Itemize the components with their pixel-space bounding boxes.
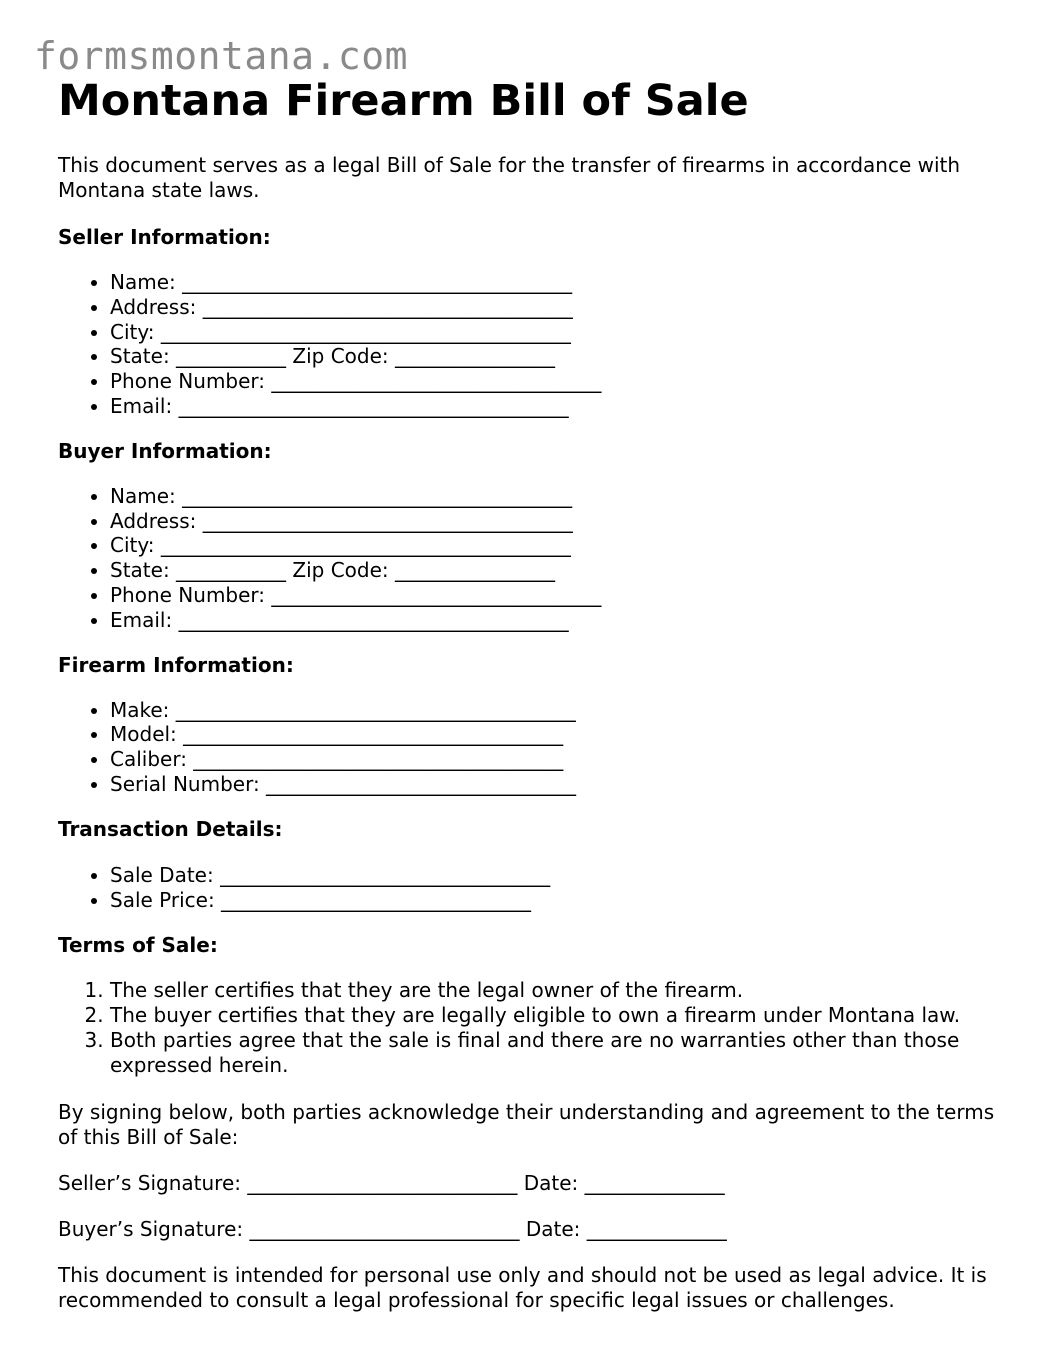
- seller-signature-line[interactable]: Seller’s Signature: ___________________________ Date: ______________: [58, 1170, 725, 1195]
- seller-field-list: [58, 270, 1008, 419]
- buyer-email-field[interactable]: • Email: _______________________________________: [110, 608, 1008, 633]
- transaction-heading: Transaction Details:: [58, 816, 283, 841]
- terms-item: 3. Both parties agree that the sale is final and there are no warranties other than those expressed herein.: [110, 1028, 1008, 1078]
- buyer-city-field[interactable]: • City: _________________________________________: [110, 533, 1008, 558]
- buyer-heading: Buyer Information:: [58, 438, 272, 463]
- terms-item: 2. The buyer certifies that they are legally eligible to own a firearm under Montana law.: [110, 1003, 1008, 1028]
- seller-city-field[interactable]: • City: _________________________________________: [110, 320, 1008, 345]
- firearm-model-field[interactable]: • Model: ______________________________________: [110, 722, 1008, 747]
- transaction-field-list: [58, 863, 1008, 913]
- intro-paragraph: This document serves as a legal Bill of Sale for the transfer of firearms in accordance with Montana state laws.: [58, 153, 961, 202]
- firearm-make-field[interactable]: • Make: ________________________________________: [110, 698, 1008, 723]
- terms-heading: Terms of Sale:: [58, 933, 218, 958]
- buyer-state-zip-field[interactable]: • State: ___________ Zip Code: ________________: [110, 558, 1008, 583]
- sale-date-field[interactable]: • Sale Date: _________________________________: [110, 863, 1008, 888]
- firearm-heading: Firearm Information:: [58, 652, 294, 677]
- seller-phone-field[interactable]: • Phone Number: _________________________________: [110, 369, 1008, 394]
- buyer-phone-field[interactable]: • Phone Number: _________________________________: [110, 583, 1008, 608]
- terms-list: [58, 978, 1008, 1077]
- sale-price-field[interactable]: • Sale Price: _______________________________: [110, 888, 1008, 913]
- buyer-signature-line[interactable]: Buyer’s Signature: ___________________________ Date: ______________: [58, 1216, 727, 1241]
- seller-name-field[interactable]: • Name: _______________________________________: [110, 270, 1008, 295]
- buyer-address-field[interactable]: • Address: _____________________________________: [110, 509, 1008, 534]
- disclaimer-paragraph: This document is intended for personal use only and should not be used as legal advice. It is recommended to consult a legal professional for specific legal issues or challenges.: [58, 1262, 987, 1312]
- firearm-caliber-field[interactable]: • Caliber: _____________________________________: [110, 747, 1008, 772]
- terms-item: 1. The seller certifies that they are the legal owner of the firearm.: [110, 978, 1008, 1003]
- buyer-name-field[interactable]: • Name: _______________________________________: [110, 484, 1008, 509]
- seller-address-field[interactable]: • Address: _____________________________________: [110, 295, 1008, 320]
- seller-email-field[interactable]: • Email: _______________________________________: [110, 394, 1008, 419]
- page-title: Montana Firearm Bill of Sale: [58, 76, 749, 126]
- document-body: [58, 76, 1008, 1313]
- acknowledgement-paragraph: By signing below, both parties acknowledge their understanding and agreement to the terms of this Bill of Sale:: [58, 1099, 995, 1149]
- buyer-field-list: [58, 484, 1008, 633]
- watermark-text: formsmontana.com: [34, 34, 409, 78]
- seller-heading: Seller Information:: [58, 225, 271, 249]
- firearm-field-list: [58, 698, 1008, 797]
- seller-state-zip-field[interactable]: • State: ___________ Zip Code: ________________: [110, 344, 1008, 369]
- firearm-serial-field[interactable]: • Serial Number: _______________________________: [110, 772, 1008, 797]
